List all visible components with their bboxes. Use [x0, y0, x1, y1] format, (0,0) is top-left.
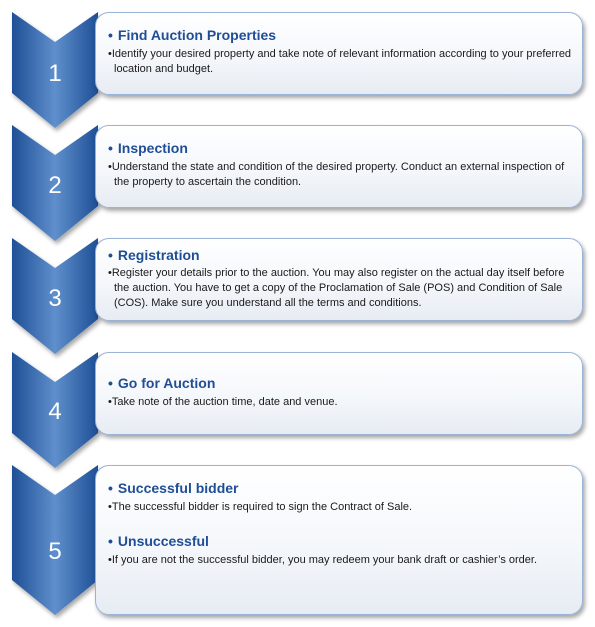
heading-bullet: •: [108, 27, 113, 43]
step-card-2: [95, 125, 583, 208]
step-title: Unsuccessful: [117, 533, 209, 549]
step-description: •Register your details prior to the auction. You may also register on the actual day itself before the auction. You have to get a copy of the Proclamation of Sale (POS) and Condition of Sale (COS). Make sure you understand all the terms and conditions.: [108, 267, 565, 309]
step-title: Successful bidder: [117, 480, 239, 496]
heading-bullet: •: [108, 533, 113, 549]
step-number-2: 2: [48, 172, 62, 199]
step-heading: [108, 247, 572, 264]
step-description: •Understand the state and condition of the desired property. Conduct an external inspection of the property to ascertain the condition.: [108, 161, 565, 188]
step-title: Registration: [117, 247, 200, 263]
step-heading: [108, 375, 572, 392]
step-card-5: [95, 465, 583, 615]
step-card-1: [95, 12, 583, 95]
step-number-4: 4: [48, 398, 62, 425]
step-heading: [108, 140, 572, 157]
step-number-1: 1: [48, 60, 62, 87]
step-heading-secondary: [108, 533, 572, 550]
step-title: Find Auction Properties: [117, 27, 277, 43]
heading-bullet: •: [108, 140, 113, 156]
step-heading: [108, 480, 572, 497]
step-description: •Take note of the auction time, date and venue.: [108, 396, 338, 408]
step-card-3: [95, 238, 583, 321]
heading-bullet: •: [108, 375, 113, 391]
step-description: •If you are not the successful bidder, you may redeem your bank draft or cashier’s order.: [108, 554, 537, 566]
step-title: Inspection: [117, 140, 188, 156]
step-description: •Identify your desired property and take note of relevant information according to your preferred location and budget.: [108, 48, 572, 75]
step-number-3: 3: [48, 285, 62, 312]
heading-bullet: •: [108, 480, 113, 496]
step-title: Go for Auction: [117, 375, 216, 391]
step-description: •The successful bidder is required to sign the Contract of Sale.: [108, 501, 413, 513]
step-card-4: [95, 352, 583, 435]
step-heading: [108, 27, 572, 44]
heading-bullet: •: [108, 247, 113, 263]
step-number-5: 5: [48, 538, 62, 565]
